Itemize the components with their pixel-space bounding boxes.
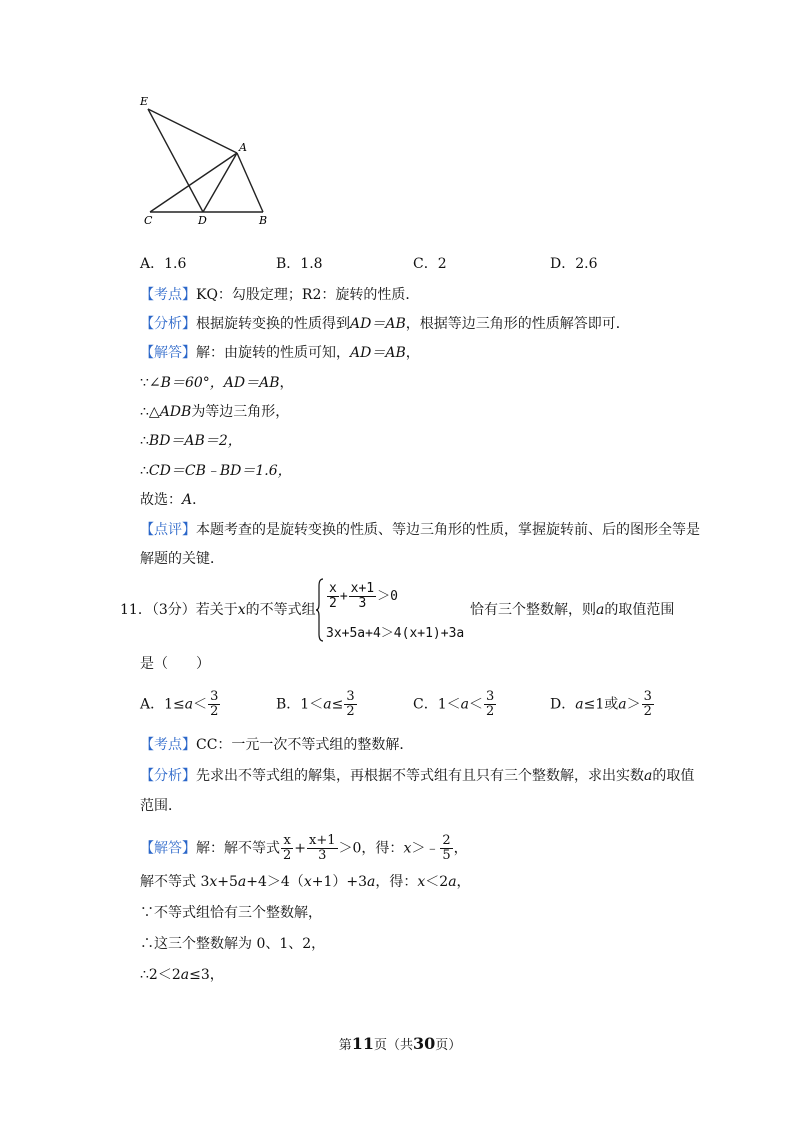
- page-footer: 第11页（共30页）: [338, 1034, 462, 1053]
- segment-ea: [148, 109, 237, 153]
- q11-step-3: ∴这三个整数解为 0、1、2，: [140, 936, 326, 952]
- q11-fenxi: 【分析】先求出不等式组的解集，再根据不等式组有且只有三个整数解，求出实数a的取值: [140, 768, 695, 784]
- q10-option-b: B．1.8: [276, 256, 323, 272]
- segment-ca: [150, 153, 237, 212]
- q11-option-c: C．1＜a＜ $\frac{3}{2}$: [413, 689, 495, 719]
- q11-option-a: A．1≤a＜ $\frac{3}{2}$: [140, 689, 219, 719]
- q11-stem-line2: 是（ ）: [140, 656, 210, 672]
- q11-inequality-system: [316, 578, 476, 644]
- q10-dianping-cont: 解题的关键．: [140, 551, 224, 567]
- q11-stem: 11．（3分）若关于x的不等式组: [120, 602, 316, 618]
- q11-step-4: ∴2＜2a≤3，: [140, 967, 224, 983]
- q11-option-b: B．1＜a≤ $\frac{3}{2}$: [276, 689, 355, 719]
- q11-fenxi-cont: 范围．: [140, 798, 182, 814]
- point-label-b: B: [259, 214, 268, 227]
- point-label-a: A: [239, 141, 247, 154]
- q11-step-2: ∵不等式组恰有三个整数解，: [140, 905, 322, 921]
- rotation-figure: [130, 88, 290, 228]
- inequality-row-2: 3x+5a+4＞4(x+1)+3a: [326, 626, 465, 641]
- q10-kaodian: 【考点】KQ：勾股定理；R2：旋转的性质．: [140, 287, 420, 303]
- q10-step-4: ∴CD＝CB﹣BD＝1.6，: [140, 463, 292, 479]
- q10-option-d: D．2.6: [550, 256, 598, 272]
- q10-jieda: 【解答】解：由旋转的性质可知，AD＝AB，: [140, 345, 420, 361]
- q11-jieda: 【解答】解：解不等式 $\frac{x}{2}$ + $\frac{x+1}{3}$ ＞0，得：x＞﹣ $\frac{2}{5}$ ，: [140, 833, 468, 863]
- q10-option-c: C．2: [413, 256, 447, 272]
- segment-ed: [148, 109, 203, 212]
- q10-step-2: ∴△ADB为等边三角形，: [140, 404, 290, 420]
- q11-option-d: D．a≤1或a＞ $\frac{3}{2}$: [550, 689, 652, 719]
- q10-option-a: A．1.6: [140, 256, 187, 272]
- q10-fenxi: 【分析】根据旋转变换的性质得到AD＝AB，根据等边三角形的性质解答即可．: [140, 316, 630, 332]
- q10-dianping: 【点评】本题考查的是旋转变换的性质、等边三角形的性质，掌握旋转前、后的图形全等是: [140, 522, 700, 538]
- q11-stem-cont: 恰有三个整数解，则a的取值范围: [470, 602, 675, 618]
- left-brace-icon: [316, 578, 324, 642]
- q11-step-1: 解不等式 3x+5a+4＞4（x+1）+3a，得：x＜2a，: [140, 874, 471, 890]
- q10-step-3: ∴BD＝AB＝2，: [140, 433, 242, 449]
- inequality-row-1: $\frac{x}{2}$ + $\frac{x+1}{3}$ ＞0: [329, 581, 398, 611]
- q10-answer: 故选：A．: [140, 492, 207, 508]
- segment-ab: [237, 153, 263, 212]
- q10-step-1: ∵∠B＝60°，AD＝AB，: [140, 375, 294, 391]
- point-label-e: E: [140, 95, 149, 108]
- q11-kaodian: 【考点】CC：一元一次不等式组的整数解．: [140, 737, 414, 753]
- point-label-d: D: [198, 214, 207, 227]
- segment-da: [203, 153, 237, 212]
- point-label-c: C: [144, 214, 153, 227]
